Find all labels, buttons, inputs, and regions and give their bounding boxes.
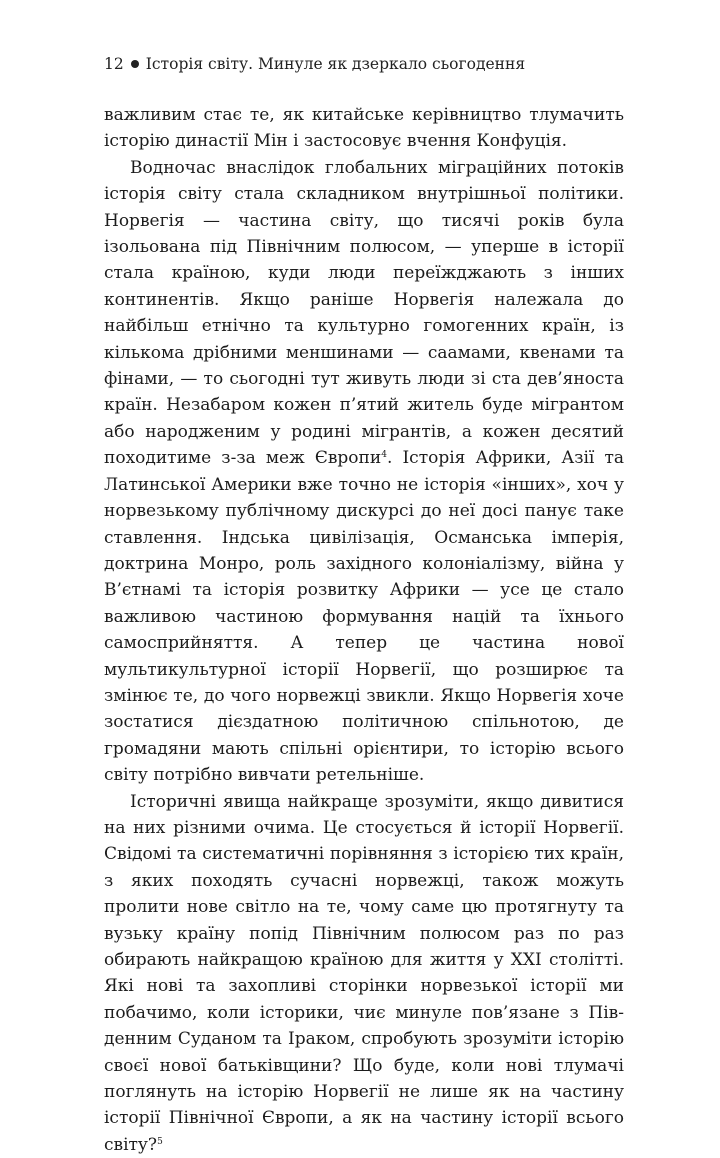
footnote-ref-5[interactable]: 5 — [157, 1136, 163, 1147]
book-title: Історія світу. Минуле як дзеркало сьогодення — [145, 55, 526, 73]
paragraph-3-text: Історичні явища найкраще зрозуміти, якщо дивитися на них різними очима. Це стосується й історії Норвегії. Свідомі та систематичні порівняння з історією тих країн, з яких походять сучасні норвежці, також можуть пролити нове світло на те, чому саме цю протягнуту та вузьку країну попід Північним полюсом раз по раз обирають найкращою країною для життя у XXI столітті. Які нові та захопливі сторінки норвезької історії ми побачимо, коли історики, чиє минуле пов’язане з Південним Суданом та Іраком, спробують зрозуміти історію своєї нової батьківщини? Що буде, коли нові тлумачі поглянуть на історію Норвегії не лише як на частину історії Північної Європи, а як на частину історії всього світу? — [104, 791, 624, 1155]
paragraph-2 — [104, 155, 624, 789]
paragraph-1: важливим стає те, як китайське керівництво тлумачить історію династії Мін і застосовує вчення Конфуція. — [104, 105, 624, 152]
footnote-ref-4[interactable]: 4 — [381, 450, 387, 461]
page-number: 12 — [104, 55, 124, 73]
paragraph-2-text-continued: . Історія Африки, Азії та Латинської Америки вже точно не історія «інших», хоч у норвезькому публічному дискурсі до неї досі панує таке ставлення. Індська цивілізація, Османська імперія, доктрина Монро, роль західного колоніалізму, війна у В’єтнамі та історія розвитку Африки — усе це стало важливою частиною формування націй та їхнього самосприйняття. А тепер це частина нової мультикультурної історії Норвегії, що розширює та змінює те, до чого норвежці звикли. Якщо Норвегія хоче зостатися дієздатною політичною спільнотою, де громадяни мають спільні орієнтири, то історію всього світу потрібно вивчати ретельніше. — [104, 448, 624, 786]
running-head — [104, 54, 525, 74]
paragraph-2-text: Водночас внаслідок глобальних міграційних потоків історія світу стала складником внутрішньої політики. Норвегія — частина світу, що тисячі років була ізольована під Північним полюсом, — уперше в історії стала країною, куди люди переїжджають з інших континентів. Якщо раніше Норвегія належала до найбільш етнічно та культурно гомогенних країн, із кількома дрібними меншинами — саамами, квенами та фінами, — то сьогодні тут живуть люди зі ста дев’яноста країн. Незабаром кожен п’ятий житель буде мігрантом або народженим у родині мігрантів, а кожен десятий походитиме з-за меж Європи — [104, 157, 624, 469]
paragraph-3 — [104, 789, 624, 1158]
bullet-separator-icon — [131, 60, 139, 68]
